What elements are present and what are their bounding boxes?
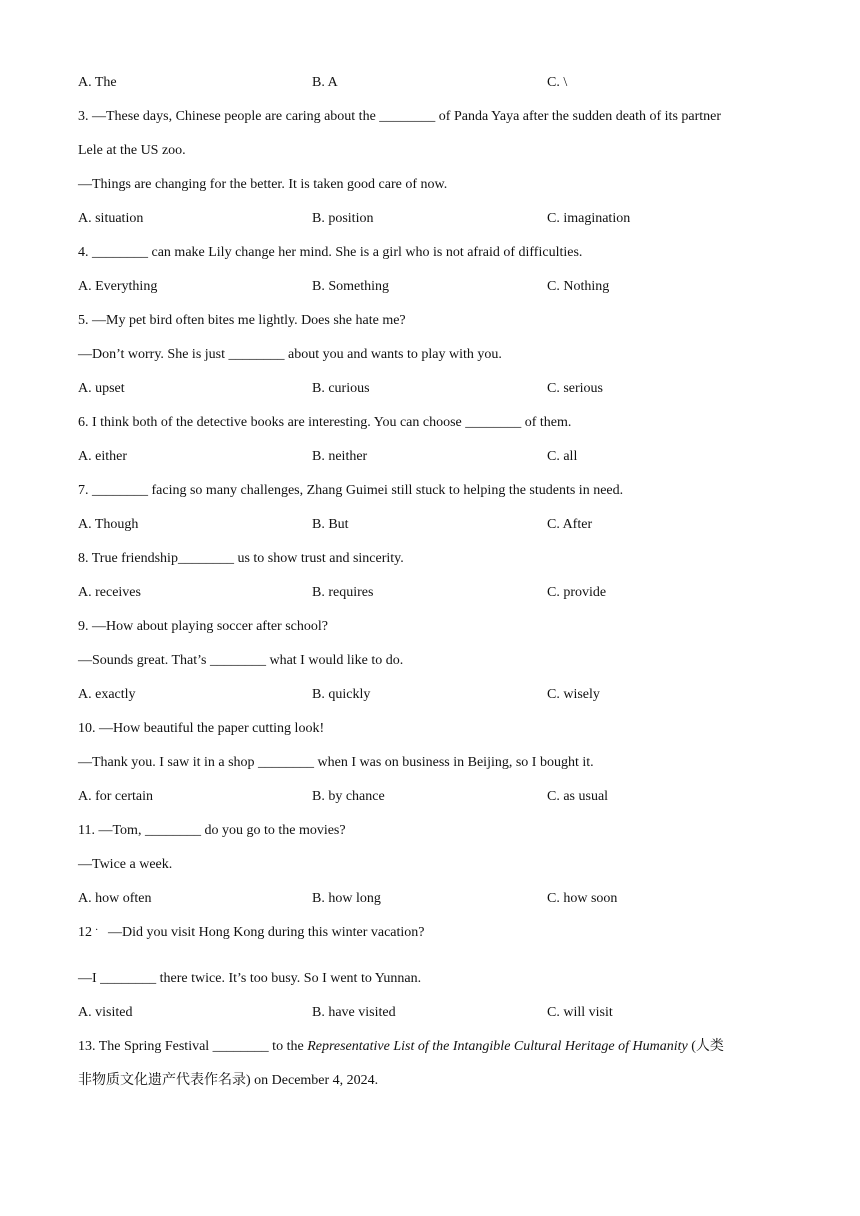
q8-stem: 8. True friendship________ us to show trust and sincerity. bbox=[78, 551, 404, 566]
q4-option-c[interactable]: C. Nothing bbox=[547, 279, 610, 294]
exam-page bbox=[78, 66, 788, 1098]
q11-option-b[interactable]: B. how long bbox=[312, 891, 381, 906]
q5-option-c[interactable]: C. serious bbox=[547, 381, 603, 396]
q4-stem: 4. ________ can make Lily change her mind. She is a girl who is not afraid of difficulties. bbox=[78, 245, 583, 260]
q6-options bbox=[78, 440, 788, 474]
q9-options bbox=[78, 678, 788, 712]
q5-stem-line-2: —Don’t worry. She is just ________ about you and wants to play with you. bbox=[78, 347, 502, 362]
q13-stem-line-2: 非物质文化遗产代表作名录) on December 4, 2024. bbox=[78, 1073, 379, 1088]
q13-prefix: 13. The Spring Festival ________ to the bbox=[78, 1039, 308, 1054]
q13-stem-line-1 bbox=[78, 1030, 788, 1064]
q13-suffix: (人类 bbox=[687, 1039, 724, 1054]
q12-option-b[interactable]: B. have visited bbox=[312, 1005, 396, 1020]
q7-options bbox=[78, 508, 788, 542]
q8-option-c[interactable]: C. provide bbox=[547, 585, 607, 600]
q10-stem-line-1: 10. —How beautiful the paper cutting look! bbox=[78, 721, 325, 736]
q10-options bbox=[78, 780, 788, 814]
q4-option-b[interactable]: B. Something bbox=[312, 279, 390, 294]
q12-stem-line-1 bbox=[78, 916, 788, 962]
q12-options bbox=[78, 996, 788, 1030]
q5-options bbox=[78, 372, 788, 406]
q10-option-a[interactable]: A. for certain bbox=[78, 789, 154, 804]
q7-option-b[interactable]: B. But bbox=[312, 517, 349, 532]
q3-stem-line-1: 3. —These days, Chinese people are caring about the ________ of Panda Yaya after the sudden death of its partner bbox=[78, 109, 722, 124]
q11-stem-line-1: 11. —Tom, ________ do you go to the movies? bbox=[78, 823, 346, 838]
q6-option-c[interactable]: C. all bbox=[547, 449, 578, 464]
q2-option-c[interactable]: C. \ bbox=[547, 75, 568, 90]
q3-option-c[interactable]: C. imagination bbox=[547, 211, 631, 226]
q2-options bbox=[78, 66, 788, 100]
q13-list-title: Representative List of the Intangible Cultural Heritage of Humanity bbox=[307, 1039, 688, 1054]
q12-option-a[interactable]: A. visited bbox=[78, 1005, 133, 1020]
q4-options bbox=[78, 270, 788, 304]
q6-option-b[interactable]: B. neither bbox=[312, 449, 368, 464]
q3-options bbox=[78, 202, 788, 236]
q8-option-a[interactable]: A. receives bbox=[78, 585, 141, 600]
q11-options bbox=[78, 882, 788, 916]
q5-option-a[interactable]: A. upset bbox=[78, 381, 125, 396]
q6-option-a[interactable]: A. either bbox=[78, 449, 127, 464]
q9-option-c[interactable]: C. wisely bbox=[547, 687, 600, 702]
q10-stem-line-2: —Thank you. I saw it in a shop ________ when I was on business in Beijing, so I bought it. bbox=[78, 755, 594, 770]
q7-stem: 7. ________ facing so many challenges, Zhang Guimei still stuck to helping the students in need. bbox=[78, 483, 624, 498]
q6-stem: 6. I think both of the detective books are interesting. You can choose ________ of them. bbox=[78, 415, 572, 430]
q9-stem-line-1: 9. —How about playing soccer after school? bbox=[78, 619, 328, 634]
q12-number-dot: · bbox=[95, 925, 99, 936]
q3-option-a[interactable]: A. situation bbox=[78, 211, 144, 226]
q10-option-b[interactable]: B. by chance bbox=[312, 789, 385, 804]
q3-option-b[interactable]: B. position bbox=[312, 211, 374, 226]
q10-option-c[interactable]: C. as usual bbox=[547, 789, 609, 804]
q12-question: —Did you visit Hong Kong during this winter vacation? bbox=[108, 925, 425, 940]
q7-option-c[interactable]: C. After bbox=[547, 517, 593, 532]
q11-option-c[interactable]: C. how soon bbox=[547, 891, 618, 906]
q2-option-a[interactable]: A. The bbox=[78, 75, 117, 90]
q7-option-a[interactable]: A. Though bbox=[78, 517, 139, 532]
q11-option-a[interactable]: A. how often bbox=[78, 891, 152, 906]
q9-option-a[interactable]: A. exactly bbox=[78, 687, 136, 702]
q11-stem-line-2: —Twice a week. bbox=[78, 857, 173, 872]
q2-option-b[interactable]: B. A bbox=[312, 75, 338, 90]
q9-stem-line-2: —Sounds great. That’s ________ what I would like to do. bbox=[78, 653, 404, 668]
q8-options bbox=[78, 576, 788, 610]
q12-number: 12 bbox=[78, 925, 92, 940]
q3-stem-line-2: Lele at the US zoo. bbox=[78, 143, 186, 158]
q3-response: —Things are changing for the better. It is taken good care of now. bbox=[78, 177, 448, 192]
q5-option-b[interactable]: B. curious bbox=[312, 381, 370, 396]
q4-option-a[interactable]: A. Everything bbox=[78, 279, 158, 294]
q8-option-b[interactable]: B. requires bbox=[312, 585, 374, 600]
q9-option-b[interactable]: B. quickly bbox=[312, 687, 371, 702]
q5-stem-line-1: 5. —My pet bird often bites me lightly. Does she hate me? bbox=[78, 313, 406, 328]
q12-stem-line-2: —I ________ there twice. It’s too busy. So I went to Yunnan. bbox=[78, 971, 422, 986]
q12-option-c[interactable]: C. will visit bbox=[547, 1005, 613, 1020]
